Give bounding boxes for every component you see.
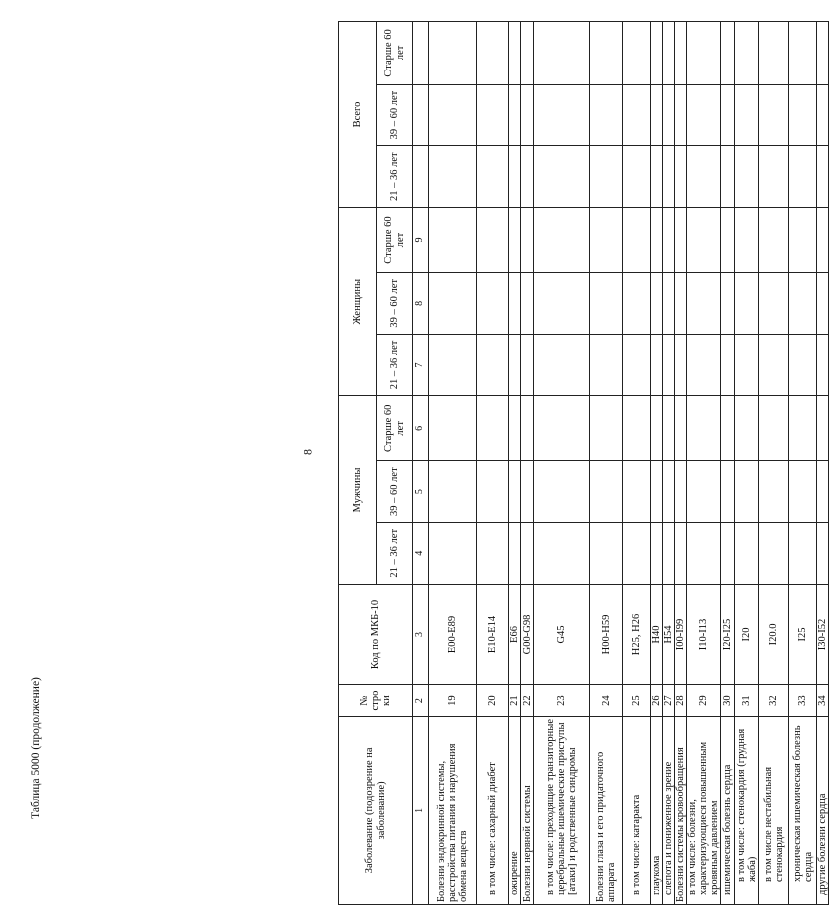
value-cell[interactable] (534, 208, 590, 273)
value-cell[interactable] (759, 461, 789, 523)
value-cell[interactable] (721, 22, 735, 85)
value-cell[interactable] (477, 522, 509, 584)
value-cell[interactable] (429, 146, 477, 208)
disease-name: другие болезни сердца (817, 716, 829, 904)
value-cell[interactable] (623, 273, 651, 335)
value-cell[interactable] (477, 84, 509, 146)
icd-code: I20.0 (759, 584, 789, 685)
value-cell[interactable] (521, 146, 534, 208)
header-row-number: № стро ки (339, 685, 413, 716)
value-cell[interactable] (651, 208, 663, 273)
value-cell[interactable] (675, 22, 687, 85)
header-icd-code: Код по МКБ-10 (339, 584, 413, 685)
value-cell[interactable] (789, 146, 817, 208)
value-cell[interactable] (477, 273, 509, 335)
value-cell[interactable] (759, 522, 789, 584)
value-cell[interactable] (429, 22, 477, 85)
value-cell[interactable] (429, 522, 477, 584)
value-cell[interactable] (534, 146, 590, 208)
value-cell[interactable] (663, 84, 675, 146)
header-age-21-36: 21 – 36 лет (377, 334, 413, 396)
row-number: 23 (534, 685, 590, 716)
value-cell[interactable] (651, 22, 663, 85)
column-number: 3 (413, 584, 429, 685)
icd-code: G45 (534, 584, 590, 685)
icd-code: E66 (509, 584, 521, 685)
value-cell[interactable] (759, 84, 789, 146)
value-cell[interactable] (663, 334, 675, 396)
value-cell[interactable] (651, 84, 663, 146)
table-row (675, 22, 687, 905)
table-row (721, 22, 735, 905)
header-disease: Заболевание (подозрение на заболевание) (339, 716, 413, 904)
value-cell[interactable] (675, 146, 687, 208)
value-cell[interactable] (509, 522, 521, 584)
value-cell[interactable] (789, 461, 817, 523)
value-cell[interactable] (590, 22, 623, 85)
value-cell[interactable] (675, 84, 687, 146)
value-cell[interactable] (687, 22, 721, 85)
disease-name: в том числе: преходящие транзиторные церебральные ишемические приступы [атаки] и родственные синдромы (534, 716, 590, 904)
value-cell[interactable] (509, 208, 521, 273)
value-cell[interactable] (721, 522, 735, 584)
table-row (534, 22, 590, 905)
value-cell[interactable] (817, 396, 829, 461)
table-row (590, 22, 623, 905)
column-number: 1 (413, 716, 429, 904)
value-cell[interactable] (477, 146, 509, 208)
value-cell[interactable] (789, 396, 817, 461)
value-cell[interactable] (687, 461, 721, 523)
value-cell[interactable] (721, 208, 735, 273)
value-cell[interactable] (675, 334, 687, 396)
disease-name: в том числе: катаракта (623, 716, 651, 904)
column-number: 8 (413, 273, 429, 335)
row-number: 20 (477, 685, 509, 716)
row-number: 22 (521, 685, 534, 716)
disease-name: Болезни глаза и его придаточного аппарата (590, 716, 623, 904)
value-cell[interactable] (651, 461, 663, 523)
value-cell[interactable] (534, 22, 590, 85)
disease-name: Болезни эндокринной системы, расстройства питания и нарушения обмена веществ (429, 716, 477, 904)
value-cell[interactable] (663, 273, 675, 335)
column-number: 7 (413, 334, 429, 396)
value-cell[interactable] (477, 461, 509, 523)
value-cell[interactable] (521, 334, 534, 396)
value-cell[interactable] (759, 334, 789, 396)
icd-code: I10-I13 (687, 584, 721, 685)
value-cell[interactable] (789, 22, 817, 85)
value-cell[interactable] (477, 334, 509, 396)
value-cell[interactable] (687, 334, 721, 396)
icd-code: I30-I52 (817, 584, 829, 685)
column-number: 5 (413, 461, 429, 523)
rotated-table-container (338, 21, 828, 905)
disease-name: Болезни системы кровообращения (675, 716, 687, 904)
disease-name: в том числе: болезни, характеризующиеся повышенным кровяным давлением (687, 716, 721, 904)
header-age-21-36: 21 – 36 лет (377, 146, 413, 208)
value-cell[interactable] (477, 208, 509, 273)
value-cell[interactable] (817, 522, 829, 584)
value-cell[interactable] (623, 334, 651, 396)
icd-code: H25, H26 (623, 584, 651, 685)
value-cell[interactable] (687, 208, 721, 273)
value-cell[interactable] (521, 22, 534, 85)
icd-code: I20-I25 (721, 584, 735, 685)
value-cell[interactable] (721, 461, 735, 523)
row-number: 29 (687, 685, 721, 716)
header-age-21-36: 21 – 36 лет (377, 522, 413, 584)
value-cell[interactable] (789, 522, 817, 584)
value-cell[interactable] (675, 461, 687, 523)
disease-name: ишемическая болезнь сердца (721, 716, 735, 904)
header-row-groups (339, 22, 377, 905)
header-row-column-numbers (413, 22, 429, 905)
value-cell[interactable] (663, 396, 675, 461)
value-cell[interactable] (663, 22, 675, 85)
table-row (663, 22, 675, 905)
value-cell[interactable] (759, 22, 789, 85)
row-number: 34 (817, 685, 829, 716)
value-cell[interactable] (590, 273, 623, 335)
value-cell[interactable] (817, 461, 829, 523)
icd-code: H54 (663, 584, 675, 685)
value-cell[interactable] (623, 461, 651, 523)
header-age-60-plus: Старше 60 лет (377, 396, 413, 461)
value-cell[interactable] (817, 334, 829, 396)
table-row (817, 22, 829, 905)
value-cell[interactable] (675, 396, 687, 461)
value-cell[interactable] (623, 396, 651, 461)
value-cell[interactable] (817, 273, 829, 335)
value-cell[interactable] (651, 273, 663, 335)
value-cell[interactable] (651, 522, 663, 584)
value-cell[interactable] (759, 146, 789, 208)
value-cell[interactable] (817, 208, 829, 273)
column-number: 9 (413, 208, 429, 273)
icd-code: I25 (789, 584, 817, 685)
header-age-60-plus: Старше 60 лет (377, 22, 413, 85)
value-cell[interactable] (663, 461, 675, 523)
value-cell[interactable] (687, 396, 721, 461)
value-cell[interactable] (534, 461, 590, 523)
value-cell[interactable] (429, 334, 477, 396)
table-row (789, 22, 817, 905)
row-number: 28 (675, 685, 687, 716)
header-age-39-60: 39 – 60 лет (377, 273, 413, 335)
value-cell[interactable] (429, 461, 477, 523)
value-cell[interactable] (623, 208, 651, 273)
row-number: 24 (590, 685, 623, 716)
value-cell[interactable] (735, 84, 759, 146)
value-cell[interactable] (687, 146, 721, 208)
column-number: 4 (413, 522, 429, 584)
value-cell[interactable] (534, 396, 590, 461)
value-cell[interactable] (759, 396, 789, 461)
value-cell[interactable] (534, 273, 590, 335)
row-number: 26 (651, 685, 663, 716)
header-group-total: Всего (339, 22, 377, 208)
row-number: 32 (759, 685, 789, 716)
value-cell[interactable] (651, 396, 663, 461)
column-number: 2 (413, 685, 429, 716)
value-cell[interactable] (721, 396, 735, 461)
column-number: 6 (413, 396, 429, 461)
value-cell[interactable] (521, 273, 534, 335)
disease-name: в том числе: сахарный диабет (477, 716, 509, 904)
value-cell[interactable] (759, 208, 789, 273)
value-cell[interactable] (590, 396, 623, 461)
value-cell[interactable] (590, 334, 623, 396)
value-cell[interactable] (429, 84, 477, 146)
value-cell[interactable] (789, 334, 817, 396)
value-cell[interactable] (663, 522, 675, 584)
value-cell[interactable] (590, 522, 623, 584)
value-cell[interactable] (590, 461, 623, 523)
row-number: 33 (789, 685, 817, 716)
value-cell[interactable] (789, 208, 817, 273)
table-row (759, 22, 789, 905)
disease-name: ожирение (509, 716, 521, 904)
value-cell[interactable] (509, 273, 521, 335)
table-caption: Таблица 5000 (продолжение) (30, 677, 42, 819)
value-cell[interactable] (534, 522, 590, 584)
value-cell[interactable] (509, 396, 521, 461)
row-number: 25 (623, 685, 651, 716)
value-cell[interactable] (623, 84, 651, 146)
value-cell[interactable] (687, 522, 721, 584)
icd-code: I00-I99 (675, 584, 687, 685)
row-number: 19 (429, 685, 477, 716)
value-cell[interactable] (521, 522, 534, 584)
value-cell[interactable] (521, 461, 534, 523)
value-cell[interactable] (477, 396, 509, 461)
icd-code: G00-G98 (521, 584, 534, 685)
value-cell[interactable] (590, 208, 623, 273)
value-cell[interactable] (721, 334, 735, 396)
disease-name: хроническая ишемическая болезнь сердца (789, 716, 817, 904)
value-cell[interactable] (735, 208, 759, 273)
value-cell[interactable] (721, 84, 735, 146)
header-group-men: Мужчины (339, 396, 377, 584)
value-cell[interactable] (521, 396, 534, 461)
value-cell[interactable] (789, 273, 817, 335)
morbidity-table (338, 21, 829, 905)
value-cell[interactable] (663, 146, 675, 208)
row-number: 27 (663, 685, 675, 716)
header-age-60-plus: Старше 60 лет (377, 208, 413, 273)
page-number: 8 (300, 449, 315, 455)
value-cell[interactable] (735, 461, 759, 523)
value-cell[interactable] (759, 273, 789, 335)
header-group-women: Женщины (339, 208, 377, 396)
value-cell[interactable] (509, 334, 521, 396)
value-cell[interactable] (735, 22, 759, 85)
value-cell[interactable] (477, 22, 509, 85)
disease-name: глаукома (651, 716, 663, 904)
value-cell[interactable] (590, 84, 623, 146)
value-cell[interactable] (721, 146, 735, 208)
row-number: 31 (735, 685, 759, 716)
table-row (521, 22, 534, 905)
value-cell[interactable] (623, 146, 651, 208)
disease-name: слепота и пониженное зрение (663, 716, 675, 904)
disease-name: в том числе нестабильная стенокардия (759, 716, 789, 904)
value-cell[interactable] (429, 396, 477, 461)
value-cell[interactable] (735, 522, 759, 584)
table-header (339, 22, 429, 905)
value-cell[interactable] (817, 22, 829, 85)
value-cell[interactable] (735, 273, 759, 335)
value-cell[interactable] (651, 334, 663, 396)
table-row (477, 22, 509, 905)
value-cell[interactable] (534, 334, 590, 396)
value-cell[interactable] (509, 22, 521, 85)
value-cell[interactable] (429, 208, 477, 273)
table-row (509, 22, 521, 905)
value-cell[interactable] (687, 84, 721, 146)
table-row (687, 22, 721, 905)
table-row (735, 22, 759, 905)
icd-code: I20 (735, 584, 759, 685)
value-cell[interactable] (721, 273, 735, 335)
value-cell[interactable] (789, 84, 817, 146)
value-cell[interactable] (675, 522, 687, 584)
value-cell[interactable] (817, 84, 829, 146)
value-cell[interactable] (735, 146, 759, 208)
row-number: 30 (721, 685, 735, 716)
table-body (429, 22, 829, 905)
value-cell[interactable] (509, 146, 521, 208)
value-cell[interactable] (521, 208, 534, 273)
value-cell[interactable] (687, 273, 721, 335)
disease-name: в том числе: стенокардия (грудная жаба) (735, 716, 759, 904)
header-age-39-60: 39 – 60 лет (377, 461, 413, 523)
row-number: 21 (509, 685, 521, 716)
value-cell[interactable] (509, 461, 521, 523)
value-cell[interactable] (735, 396, 759, 461)
header-age-39-60: 39 – 60 лет (377, 84, 413, 146)
icd-code: E00-E89 (429, 584, 477, 685)
value-cell[interactable] (675, 273, 687, 335)
disease-name: Болезни нервной системы (521, 716, 534, 904)
value-cell[interactable] (663, 208, 675, 273)
value-cell[interactable] (521, 84, 534, 146)
icd-code: H40 (651, 584, 663, 685)
table-row (651, 22, 663, 905)
value-cell[interactable] (651, 146, 663, 208)
value-cell[interactable] (534, 84, 590, 146)
value-cell[interactable] (509, 84, 521, 146)
icd-code: E10-E14 (477, 584, 509, 685)
table-row (623, 22, 651, 905)
icd-code: H00-H59 (590, 584, 623, 685)
value-cell[interactable] (735, 334, 759, 396)
value-cell[interactable] (817, 146, 829, 208)
table-row (429, 22, 477, 905)
value-cell[interactable] (590, 146, 623, 208)
value-cell[interactable] (623, 22, 651, 85)
value-cell[interactable] (429, 273, 477, 335)
value-cell[interactable] (623, 522, 651, 584)
value-cell[interactable] (675, 208, 687, 273)
